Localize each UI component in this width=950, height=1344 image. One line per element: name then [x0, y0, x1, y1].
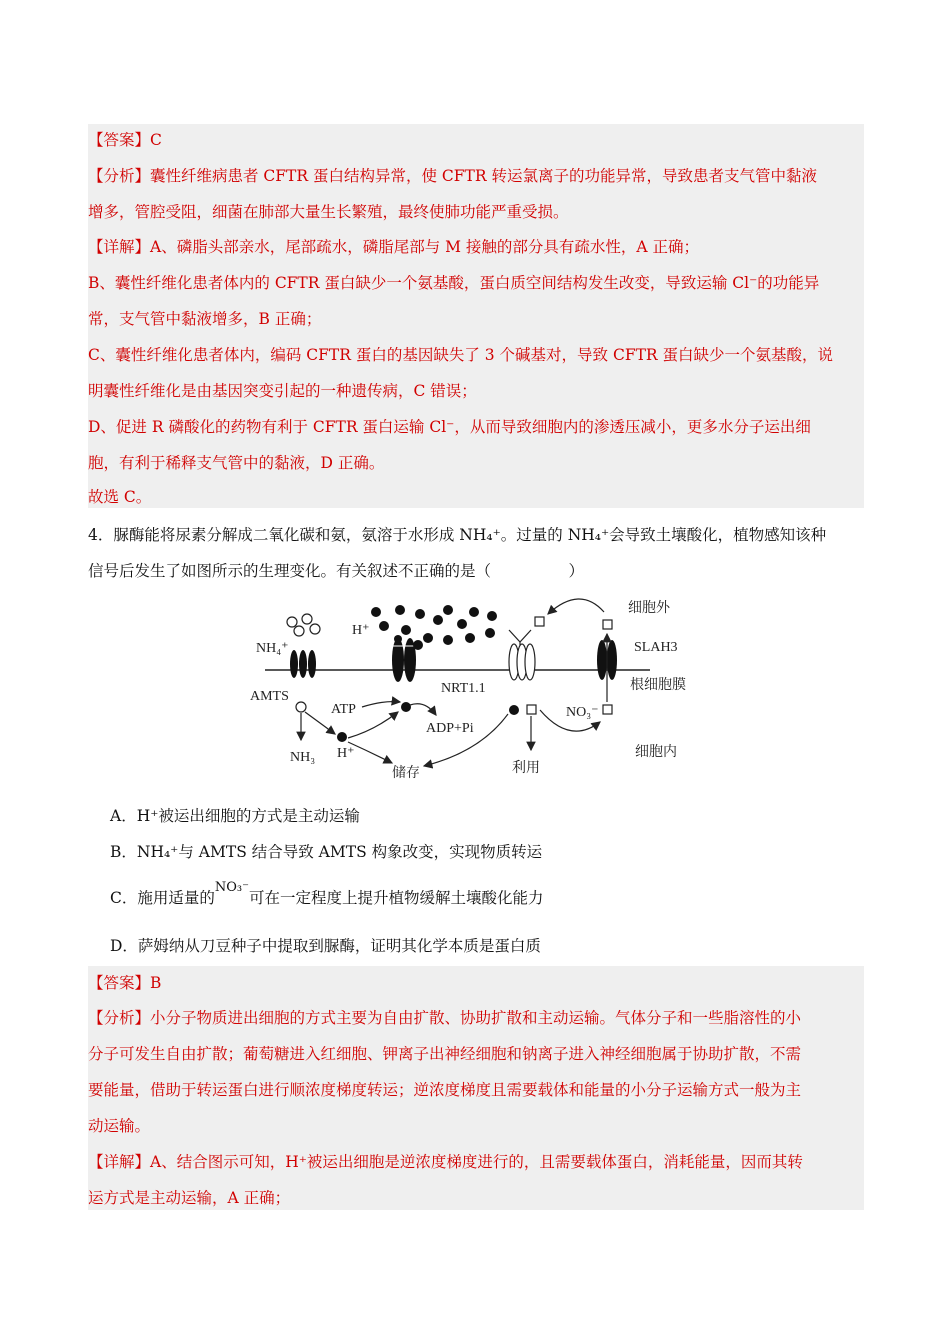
h-dots-outside	[371, 605, 497, 650]
detail-1-line-6: D、促进 R 磷酸化的药物有利于 CFTR 蛋白运输 Cl⁻，从而导致细胞内的渗透压减小，更多水分子运出细	[88, 418, 811, 436]
detail-2-line-1: 【详解】A、结合图示可知，H⁺被运出细胞是逆浓度梯度进行的，且需要载体蛋白，消耗能量，因而其转	[88, 1153, 803, 1171]
label-h-out: H⁺	[352, 623, 370, 638]
label-store: 储存	[392, 766, 420, 781]
no3-slah3-in	[603, 705, 612, 714]
label-nrt: NRT1.1	[441, 681, 486, 696]
label-nh4: NH₄⁺	[256, 641, 289, 656]
detail-1-line-5: 明囊性纤维化是由基因突变引起的一种遗传病，C 错误；	[88, 382, 477, 400]
detail-1-line-4: C、囊性纤维化患者体内，编码 CFTR 蛋白的基因缺失了 3 个碱基对，导致 CFTR 蛋白缺少一个氨基酸，说	[88, 346, 834, 364]
option-c-formula: NO₃⁻	[214, 880, 249, 895]
option-b: B．NH₄⁺与 AMTS 结合导致 AMTS 构象改变，实现物质转运	[110, 843, 543, 861]
nh4-inside	[296, 702, 306, 712]
option-c-post: 可在一定程度上提升植物缓解土壤酸化能力	[248, 889, 544, 907]
label-use: 利用	[512, 761, 540, 776]
option-d: D．萨姆纳从刀豆种子中提取到脲酶，证明其化学本质是蛋白质	[110, 937, 541, 955]
answer-1: 【答案】C	[88, 131, 162, 149]
question-line-2: 信号后发生了如图所示的生理变化。有关叙述不正确的是（ ）	[88, 562, 585, 580]
label-no3: NO₃⁻	[566, 705, 599, 720]
label-amts: AMTS	[250, 689, 289, 704]
analysis-1-line-2: 增多，管腔受阻，细菌在肺部大量生长繁殖，最终使肺功能严重受损。	[88, 203, 569, 221]
label-atp: ATP	[331, 702, 356, 717]
conclusion-1: 故选 C。	[88, 488, 152, 506]
label-adp: ADP+Pi	[426, 721, 474, 736]
label-membrane: 根细胞膜	[630, 678, 686, 693]
detail-1-line-2: B、囊性纤维化患者体内的 CFTR 蛋白缺少一个氨基酸，蛋白质空间结构发生改变，导致运输 Cl⁻的功能异	[88, 274, 820, 292]
option-c	[110, 880, 544, 910]
analysis-2-line-2: 分子可发生自由扩散；葡萄糖进入红细胞、钾离子出神经细胞和钠离子进入神经细胞属于协助扩散，不需	[88, 1045, 802, 1063]
nrt-transporter	[509, 644, 535, 680]
option-a: A．H⁺被运出细胞的方式是主动运输	[110, 807, 360, 825]
h-nrt-dot	[509, 705, 519, 715]
analysis-2-line-1: 【分析】小分子物质进出细胞的方式主要为自由扩散、协助扩散和主动运输。气体分子和一些脂溶性的小	[88, 1009, 802, 1027]
label-nh3: NH₃	[290, 750, 316, 765]
question-line-1: 4．脲酶能将尿素分解成二氧化碳和氨，氨溶于水形成 NH₄⁺。过量的 NH₄⁺会导致土壤酸化，植物感知该种	[88, 526, 827, 544]
analysis-2-line-4: 动运输。	[88, 1117, 151, 1135]
label-slah3: SLAH3	[634, 640, 678, 655]
analysis-2-line-3: 要能量，借助于转运蛋白进行顺浓度梯度转运；逆浓度梯度且需要载体和能量的小分子运输方式一般为主	[88, 1081, 802, 1099]
detail-1-line-1: 【详解】A、磷脂头部亲水，尾部疏水，磷脂尾部与 M 接触的部分具有疏水性，A 正确；	[88, 238, 700, 256]
no3-slah3-out	[603, 620, 612, 629]
amts-transporter	[290, 650, 316, 678]
detail-2-line-2: 运方式是主动运输，A 正确；	[88, 1189, 291, 1207]
nh4-circles	[287, 614, 320, 636]
label-inside: 细胞内	[635, 745, 677, 760]
no3-outside-square	[535, 617, 544, 626]
option-c-pre: C．施用适量的	[110, 889, 215, 907]
answer-2: 【答案】B	[88, 974, 162, 992]
label-h-in: H⁺	[337, 746, 355, 761]
h-inside-dot	[337, 732, 347, 742]
detail-1-line-3: 常，支气管中黏液增多，B 正确；	[88, 310, 322, 328]
h-pump-dot	[401, 702, 411, 712]
analysis-1-line-1: 【分析】囊性纤维病患者 CFTR 蛋白结构异常，使 CFTR 转运氯离子的功能异常，导致患者支气管中黏液	[88, 167, 817, 185]
no3-nrt-square	[527, 705, 536, 714]
detail-1-line-7: 胞，有利于稀释支气管中的黏液，D 正确。	[88, 454, 385, 472]
label-outside: 细胞外	[628, 601, 670, 616]
